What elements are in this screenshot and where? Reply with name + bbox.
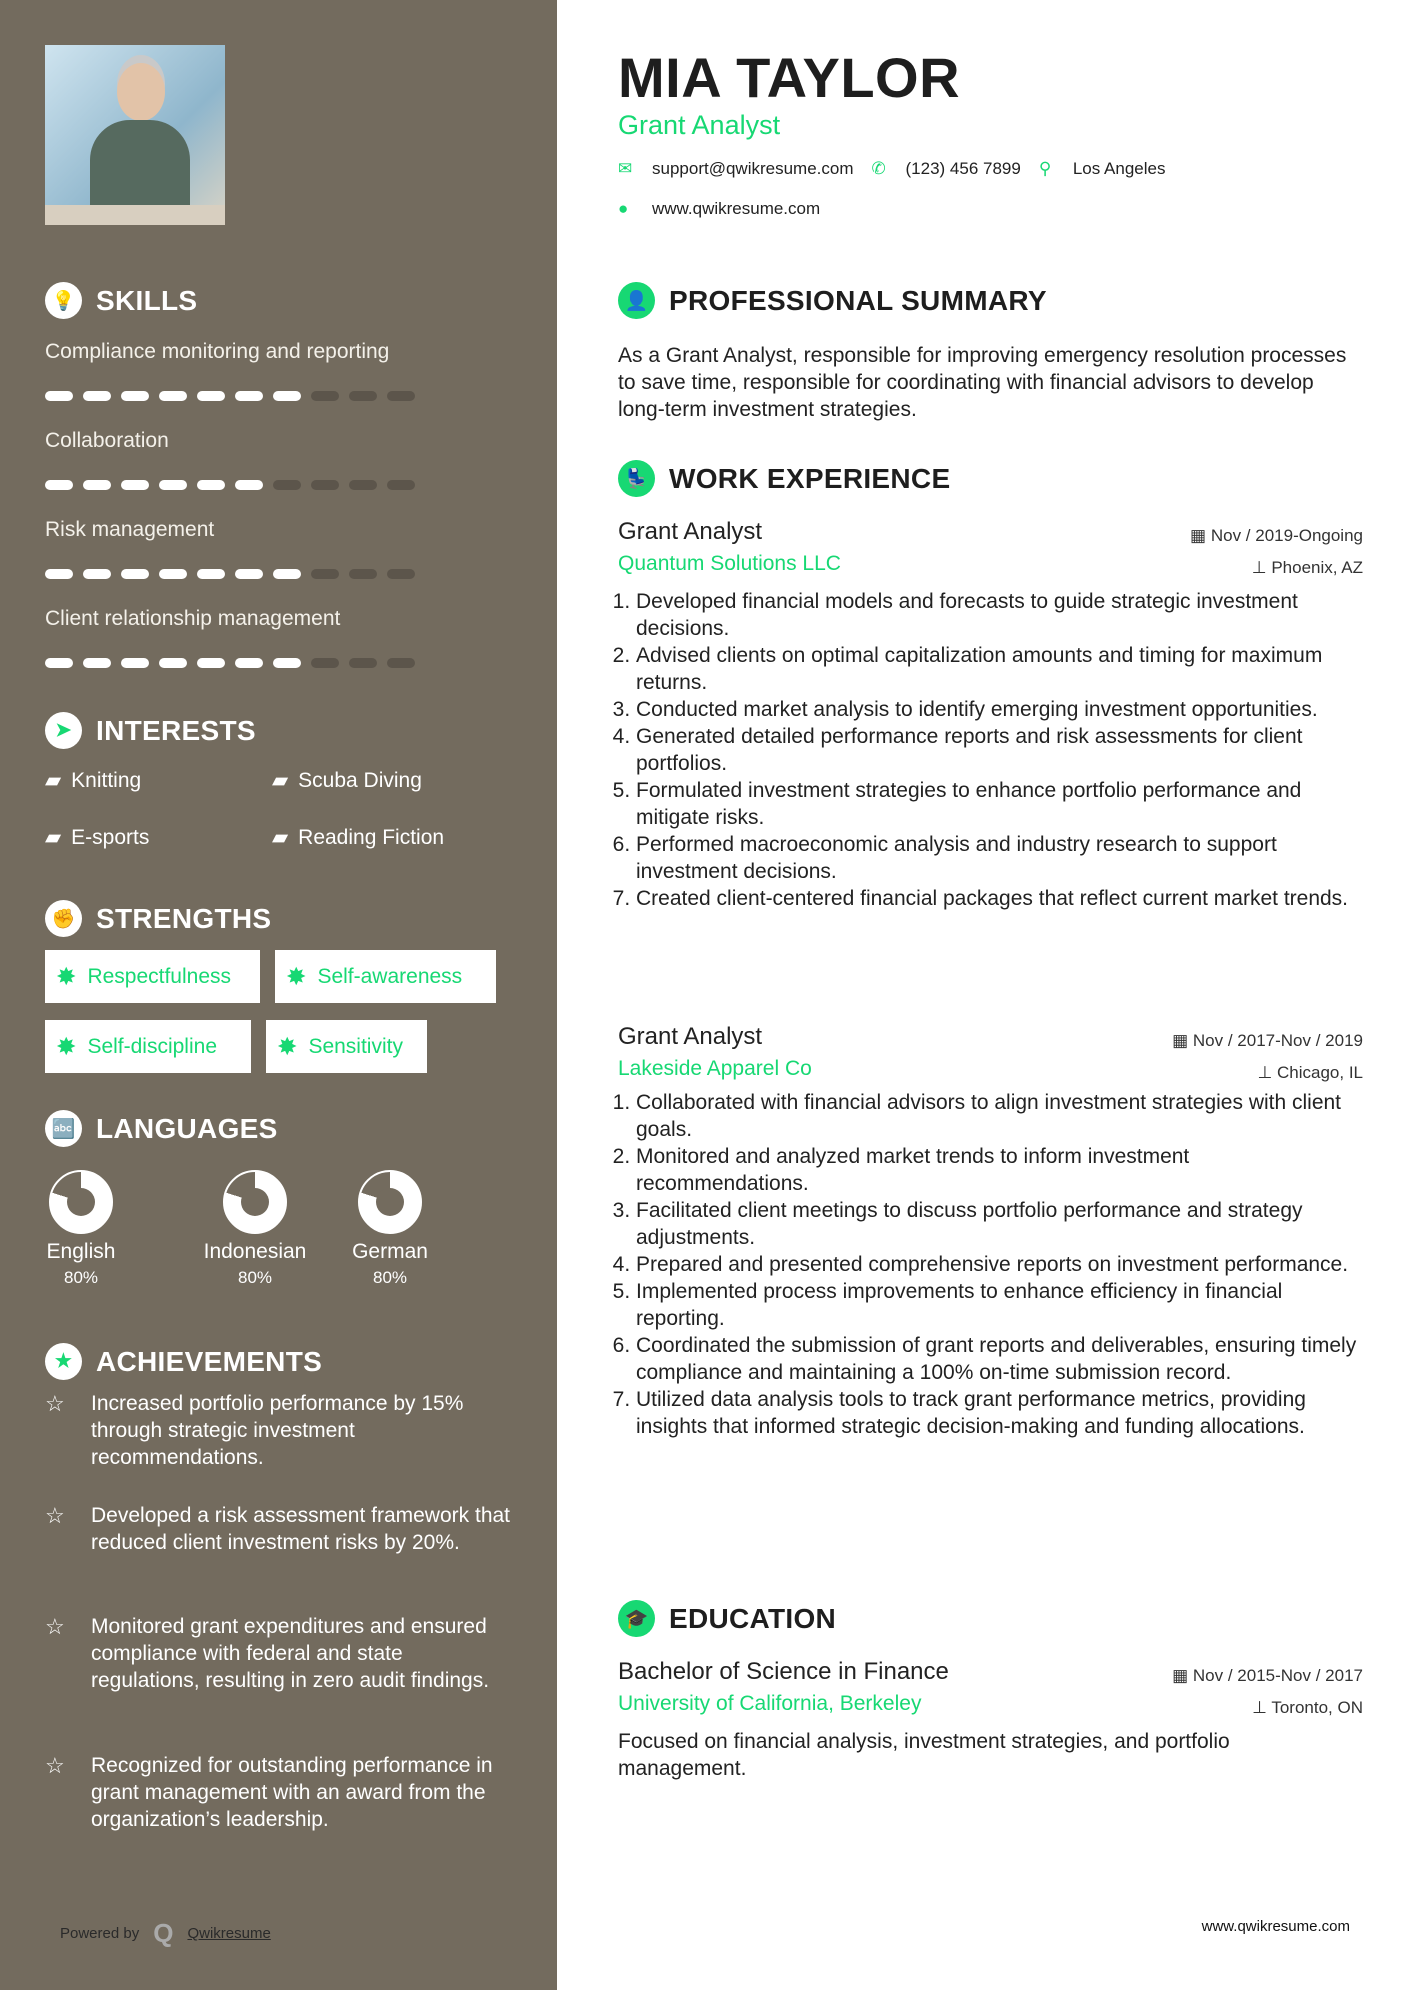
skill-level-segment — [273, 480, 301, 490]
fist-icon: ✊ — [45, 900, 82, 937]
job-bullet: 7. Created client-centered financial packages that reflect current market trends. — [636, 885, 1363, 912]
skill-level-segment — [311, 569, 339, 579]
achievement-item: ☆ Increased portfolio performance by 15% through strategic investment recommendations. — [45, 1391, 464, 1469]
calendar-icon: ▦ — [1172, 1666, 1193, 1685]
skill-level-segment — [349, 480, 377, 490]
job-bullet: 3. Conducted market analysis to identify emerging investment opportunities. — [636, 696, 1363, 723]
skill-level-segment — [273, 569, 301, 579]
skill-item — [45, 340, 415, 401]
achievement-item: ☆ Monitored grant expenditures and ensured compliance with federal and state regulations, resulting in zero audit findings. — [45, 1614, 490, 1692]
skill-level-segment — [197, 391, 225, 401]
skill-level-segment — [311, 480, 339, 490]
skill-level-segment — [235, 480, 263, 490]
badge-icon: ✸ — [57, 963, 76, 989]
skill-level-segment — [121, 391, 149, 401]
language-item: German 80% — [320, 1170, 460, 1288]
badge-icon: ✸ — [278, 1033, 297, 1059]
interests-heading: ➤ INTERESTS — [45, 712, 256, 749]
skill-level-segment — [45, 391, 73, 401]
job-bullet: 3. Facilitated client meetings to discuss portfolio performance and strategy adjustments. — [636, 1197, 1363, 1251]
badge-icon: ✸ — [57, 1033, 76, 1059]
job-date: ▦ Nov / 2019-Ongoing — [1190, 526, 1363, 545]
strengths-heading: ✊ STRENGTHS — [45, 900, 271, 937]
book-icon: ▰ — [45, 826, 62, 849]
language-donut — [223, 1170, 287, 1234]
strength-tag: ✸ Sensitivity — [266, 1020, 427, 1073]
job-bullet: 6. Coordinated the submission of grant reports and deliverables, ensuring timely compliance and maintaining a 100% on-time submission record. — [636, 1332, 1363, 1386]
translate-icon: 🔤 — [45, 1110, 82, 1147]
job-location: ⊥ Phoenix, AZ — [1251, 558, 1363, 577]
skill-level-segment — [387, 569, 415, 579]
contact-row — [618, 159, 1363, 179]
job-bullet: 2. Monitored and analyzed market trends to inform investment recommendations. — [636, 1143, 1363, 1197]
website[interactable]: www.qwikresume.com — [652, 199, 821, 218]
profile-photo — [45, 45, 225, 225]
strength-tag: ✸ Respectfulness — [45, 950, 260, 1003]
book-icon: ▰ — [272, 826, 289, 849]
skill-level-segment — [235, 658, 263, 668]
skill-level-segment — [159, 658, 187, 668]
interest-item: ▰ Reading Fiction — [272, 825, 445, 849]
phone-icon: ✆ — [871, 159, 886, 178]
skill-item — [45, 429, 415, 490]
book-icon: ▰ — [45, 769, 62, 792]
skill-level-segment — [159, 569, 187, 579]
skill-item — [45, 518, 415, 579]
skill-level-bar — [45, 569, 415, 579]
skill-level-segment — [387, 391, 415, 401]
skill-level-segment — [349, 569, 377, 579]
skill-label: Collaboration — [45, 429, 169, 452]
job-bullet: 5. Implemented process improvements to enhance efficiency in financial reporting. — [636, 1278, 1363, 1332]
skill-level-segment — [45, 569, 73, 579]
email[interactable]: support@qwikresume.com — [652, 159, 854, 178]
education-location: ⊥ Toronto, ON — [1252, 1698, 1363, 1717]
skill-level-segment — [45, 658, 73, 668]
job-entry — [618, 518, 1363, 912]
badge-icon: ✸ — [287, 963, 306, 989]
skill-level-segment — [387, 480, 415, 490]
candidate-name: MIA TAYLOR — [618, 46, 961, 109]
strength-tag: ✸ Self-discipline — [45, 1020, 251, 1073]
contact-row — [618, 199, 1363, 219]
summary-text: As a Grant Analyst, responsible for improving emergency resolution processes to save time, responsible for coordinating with financial advisors to develop long-term investment strategies. — [618, 344, 1347, 421]
company-name: Lakeside Apparel Co — [618, 1057, 812, 1080]
skill-level-segment — [235, 569, 263, 579]
star-icon: ☆ — [45, 1503, 65, 1528]
skill-level-segment — [159, 391, 187, 401]
skill-level-bar — [45, 391, 415, 401]
skill-level-segment — [121, 569, 149, 579]
skill-level-segment — [83, 480, 111, 490]
map-pin-icon: ⚲ — [1038, 159, 1052, 178]
skill-level-segment — [159, 480, 187, 490]
skill-level-segment — [349, 658, 377, 668]
skill-level-segment — [273, 391, 301, 401]
job-bullet: 5. Formulated investment strategies to enhance portfolio performance and mitigate risks. — [636, 777, 1363, 831]
pushpin-icon: ⊥ — [1252, 1698, 1272, 1717]
job-position: Grant Analyst — [618, 1023, 763, 1050]
company-name: Quantum Solutions LLC — [618, 552, 841, 575]
school-name: University of California, Berkeley — [618, 1692, 922, 1715]
qwikresume-link[interactable]: Qwikresume — [187, 1925, 271, 1942]
job-bullet: 4. Prepared and presented comprehensive reports on investment performance. — [636, 1251, 1363, 1278]
envelope-icon: ✉ — [618, 159, 633, 178]
calendar-icon: ▦ — [1190, 526, 1211, 545]
job-bullet: 1. Collaborated with financial advisors to align investment strategies with client goals. — [636, 1089, 1363, 1143]
lightbulb-icon: 💡 — [45, 282, 82, 319]
skill-level-bar — [45, 658, 415, 668]
skill-level-segment — [349, 391, 377, 401]
skill-level-segment — [273, 658, 301, 668]
achievement-item: ☆ Recognized for outstanding performance in grant management with an award from the organization’s leadership. — [45, 1753, 493, 1831]
skill-label: Compliance monitoring and reporting — [45, 340, 390, 363]
sidebar — [0, 0, 557, 1990]
language-item: Indonesian 80% — [185, 1170, 325, 1288]
education-date: ▦ Nov / 2015-Nov / 2017 — [1172, 1666, 1363, 1685]
language-donut — [358, 1170, 422, 1234]
phone: (123) 456 7899 — [905, 159, 1021, 178]
interest-item: ▰ E-sports — [45, 825, 150, 849]
star-icon: ☆ — [45, 1614, 65, 1639]
chair-icon: 💺 — [618, 460, 655, 497]
skill-level-segment — [121, 480, 149, 490]
powered-by: Powered by Q Qwikresume — [60, 1918, 271, 1948]
star-icon: ☆ — [45, 1391, 65, 1416]
education-heading: 🎓 EDUCATION — [618, 1600, 1363, 1637]
skill-level-segment — [197, 569, 225, 579]
achievements-heading: ★ ACHIEVEMENTS — [45, 1343, 322, 1380]
skill-level-segment — [197, 480, 225, 490]
interest-item: ▰ Scuba Diving — [272, 768, 422, 792]
job-location: ⊥ Chicago, IL — [1257, 1063, 1363, 1082]
job-bullet: 1. Developed financial models and forecasts to guide strategic investment decisions. — [636, 588, 1363, 642]
pushpin-icon: ⊥ — [1257, 1063, 1277, 1082]
skill-level-segment — [311, 658, 339, 668]
calendar-icon: ▦ — [1172, 1031, 1193, 1050]
skill-level-segment — [83, 391, 111, 401]
interest-item: ▰ Knitting — [45, 768, 142, 792]
pushpin-icon: ⊥ — [1251, 558, 1272, 577]
languages-heading: 🔤 LANGUAGES — [45, 1110, 278, 1147]
star-icon: ☆ — [45, 1753, 65, 1778]
job-title: Grant Analyst — [618, 110, 781, 140]
language-item: English 80% — [11, 1170, 151, 1288]
header — [618, 45, 1363, 219]
language-donut — [49, 1170, 113, 1234]
globe-icon: ● — [618, 199, 629, 218]
skill-level-segment — [311, 391, 339, 401]
qwikresume-logo-icon: Q — [153, 1918, 174, 1948]
education-description: Focused on financial analysis, investment strategies, and portfolio management. — [618, 1730, 1230, 1780]
skill-level-segment — [235, 391, 263, 401]
book-icon: ▰ — [272, 769, 289, 792]
job-position: Grant Analyst — [618, 518, 763, 545]
job-bullets — [618, 1089, 1363, 1440]
footer-website[interactable]: www.qwikresume.com — [1201, 1918, 1350, 1935]
achievement-item: ☆ Developed a risk assessment framework that reduced client investment risks by 20%. — [45, 1503, 511, 1554]
job-bullet: 6. Performed macroeconomic analysis and industry research to support investment decisions. — [636, 831, 1363, 885]
job-date: ▦ Nov / 2017-Nov / 2019 — [1172, 1031, 1363, 1050]
skill-level-segment — [45, 480, 73, 490]
summary-heading: 👤 PROFESSIONAL SUMMARY — [618, 282, 1363, 319]
education-entry — [618, 1658, 1363, 1782]
graduate-icon: 🎓 — [618, 1600, 655, 1637]
job-bullets — [618, 588, 1363, 912]
job-bullet: 2. Advised clients on optimal capitalization amounts and timing for maximum returns. — [636, 642, 1363, 696]
skills-heading: 💡 SKILLS — [45, 282, 197, 319]
skill-level-segment — [83, 658, 111, 668]
degree: Bachelor of Science in Finance — [618, 1658, 949, 1685]
job-entry — [618, 1023, 1363, 1440]
skill-level-segment — [83, 569, 111, 579]
location: Los Angeles — [1072, 159, 1166, 178]
skill-item — [45, 607, 415, 668]
user-icon: 👤 — [618, 282, 655, 319]
skill-level-segment — [121, 658, 149, 668]
strength-tag: ✸ Self-awareness — [275, 950, 496, 1003]
experience-heading: 💺 WORK EXPERIENCE — [618, 460, 1363, 497]
skill-label: Risk management — [45, 518, 215, 541]
skill-label: Client relationship management — [45, 607, 341, 630]
paper-plane-icon: ➤ — [45, 712, 82, 749]
star-icon: ★ — [45, 1343, 82, 1380]
skill-level-bar — [45, 480, 415, 490]
skill-level-segment — [387, 658, 415, 668]
skill-level-segment — [197, 658, 225, 668]
job-bullet: 4. Generated detailed performance reports and risk assessments for client portfolios. — [636, 723, 1363, 777]
job-bullet: 7. Utilized data analysis tools to track grant performance metrics, providing insights that informed strategic decision-making and funding allocations. — [636, 1386, 1363, 1440]
